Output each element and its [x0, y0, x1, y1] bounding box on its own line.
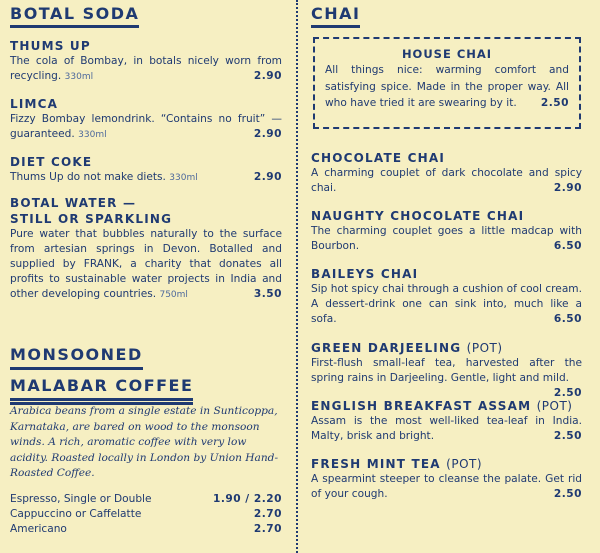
item-name: BAILEYS CHAI: [311, 267, 419, 281]
coffee-title-line2: MALABAR COFFEE: [10, 373, 193, 401]
coffee-option-cappuccino: Cappuccino or Caffelatte 2.70: [10, 507, 282, 520]
item-desc: First-flush small-leaf tea, harvested after the spring rains in Darjeeling. Gentle, light and mild. 2.50: [311, 357, 582, 399]
item-price: 2.50: [553, 387, 582, 399]
item-name: THUMS UP: [10, 39, 91, 53]
item-volume: 750ml: [159, 290, 188, 300]
coffee-option-americano: Americano 2.70: [10, 522, 282, 535]
item-price: 6.50: [553, 313, 582, 325]
coffee-option-espresso: Espresso, Single or Double 1.90 / 2.20: [10, 492, 282, 505]
menu-item-baileys-chai: [311, 266, 582, 327]
house-chai-name: HOUSE CHAI: [401, 47, 493, 61]
item-price: 6.50: [553, 240, 582, 252]
item-name: DIET COKE: [10, 155, 93, 169]
item-volume: 330ml: [64, 72, 94, 82]
item-name: ENGLISH BREAKFAST ASSAM (POT): [311, 399, 573, 413]
item-tag: (POT): [446, 457, 483, 471]
item-name: NAUGHTY CHOCOLATE CHAI: [311, 209, 525, 223]
item-price: 1.90 / 2.20: [212, 492, 282, 505]
coffee-section: [10, 404, 282, 537]
item-name: BOTAL WATER —: [10, 196, 137, 210]
item-name-line2: STILL OR SPARKLING: [10, 212, 173, 226]
menu-item-naughty-chocolate-chai: [311, 208, 582, 254]
menu-item-green-darjeeling: [311, 340, 582, 401]
menu-item-botal-water: [10, 195, 282, 303]
item-desc: Thums Up do not make diets. 330ml 2.90: [10, 171, 282, 183]
coffee-description: Arabica beans from a single estate in Sunticoppa, Karnataka, are bared on wood to the monsoon winds. A rich, aromatic coffee with very low acidity. Roasted locally in London by Union Hand-Roasted Coffee.: [10, 405, 279, 479]
item-name: GREEN DARJEELING (POT): [311, 341, 503, 355]
menu-item-thums-up: [10, 38, 282, 85]
item-name: CHOCOLATE CHAI: [311, 151, 446, 165]
item-volume: 330ml: [169, 173, 198, 183]
item-desc: Fizzy Bombay lemondrink. “Contains no fruit” — guaranteed. 330ml 2.90: [10, 113, 282, 140]
menu-item-diet-coke: [10, 154, 282, 186]
item-tag: (POT): [536, 399, 573, 413]
item-price: 2.50: [540, 97, 569, 109]
chai-title: CHAI: [311, 4, 360, 28]
item-price: 2.50: [553, 488, 582, 500]
item-price: 2.50: [553, 430, 582, 442]
item-price: 2.70: [253, 522, 282, 535]
menu-item-limca: [10, 96, 282, 143]
item-price: 2.90: [253, 70, 282, 82]
item-price: 3.50: [253, 288, 282, 300]
item-desc: Pure water that bubbles naturally to the surface from artesian springs in Devon. Botalled and supplied by FRANK, a charity that donates all profits to sustainable water projects in India and other developing countries. 750ml 3.50: [10, 228, 282, 300]
botal-soda-title: BOTAL SODA: [10, 4, 139, 28]
item-price: 2.90: [253, 171, 282, 183]
item-desc: A charming couplet of dark chocolate and spicy chai. 2.90: [311, 167, 582, 194]
house-chai-desc: All things nice: warming comfort and satisfying spice. Made in the proper way. All who have tried it are swearing by it. 2.50: [325, 62, 569, 112]
item-price: 2.90: [553, 182, 582, 194]
house-chai-box: [313, 37, 581, 129]
menu-item-chocolate-chai: [311, 150, 582, 196]
item-desc: The cola of Bombay, in botals nicely worn from recycling. 330ml 2.90: [10, 55, 282, 82]
menu-item-fresh-mint-tea: [311, 456, 582, 502]
item-name: LIMCA: [10, 97, 59, 111]
item-name: FRESH MINT TEA (POT): [311, 457, 483, 471]
coffee-title: [10, 342, 193, 405]
item-desc: Assam is the most well-liked tea-leaf in India. Malty, brisk and bright. 2.50: [311, 415, 582, 442]
column-divider: [296, 0, 298, 553]
item-desc: A spearmint steeper to cleanse the palate. Get rid of your cough. 2.50: [311, 473, 582, 500]
coffee-title-line1: MONSOONED: [10, 342, 143, 370]
item-price: 2.70: [253, 507, 282, 520]
item-desc: The charming couplet goes a little madcap with Bourbon. 6.50: [311, 225, 582, 252]
menu-item-english-breakfast-assam: [311, 398, 582, 444]
item-price: 2.90: [253, 128, 282, 140]
item-desc: Sip hot spicy chai through a cushion of cool cream. A dessert-drink one can sink into, much like a sofa. 6.50: [311, 283, 582, 325]
item-volume: 330ml: [78, 130, 107, 140]
item-tag: (POT): [466, 341, 503, 355]
